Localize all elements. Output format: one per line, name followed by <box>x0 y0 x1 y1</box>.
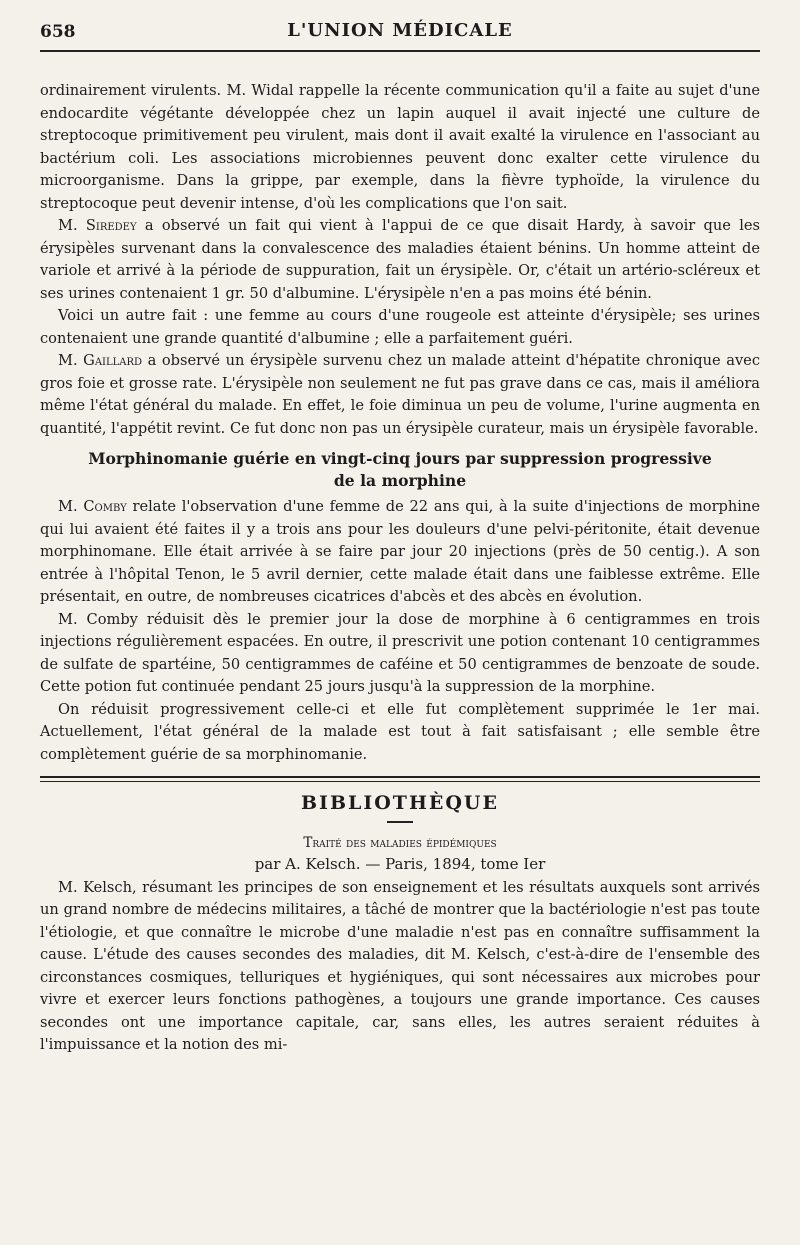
paragraph-comby-treatment: M. Comby réduisit dès le premier jour la dose de morphine à 6 centigrammes en trois injections régulièrement espacées. En outre, il prescrivit une potion contenant 10 centigrammes de sulfate de spartéine, 50 centigrammes de caféine et 50 centigrammes de benzoate de soude. Cette potion fut continuée pendant 25 jours jusqu'à la suppression de la morphine. <box>40 610 760 695</box>
paragraph-comby <box>40 496 760 609</box>
paragraph-rougeole: Voici un autre fait : une femme au cours d'une rougeole est atteinte d'érysipèle; ses urines contenaient une grande quantité d'albumine ; elle a parfaitement guéri. <box>40 307 760 347</box>
paragraph-comby-result: On réduisit progressivement celle-ci et elle fut complètement supprimée le 1er mai. Actuellement, l'état général de la malade est tout à fait satisfaisant ; elle semble être complètement guérie de sa morphinomanie. <box>40 700 760 763</box>
heading-rule <box>387 821 413 823</box>
paragraph-siredey <box>40 215 760 305</box>
header-rule <box>40 50 760 52</box>
paragraph-widal: ordinairement virulents. M. Widal rappelle la récente communication qu'il a faite au sujet d'une endocardite végétante développée chez un lapin auquel il avait injecté une culture de streptocoque primitivement peu virulent, mais dont il avait exalté la virulence en l'associant au bactérium coli. Les associations microbiennes peuvent donc exalter cette virulence du microorganisme. Dans la grippe, par exemple, dans la fièvre typhoïde, la virulence du streptocoque peut devenir intense, d'où les complications que l'on sait. <box>40 82 760 212</box>
paragraph-text: a observé un érysipèle survenu chez un malade atteint d'hépatite chronique avec gros foie et grosse rate. L'érysipèle non seulement ne fut pas grave dans ce cas, mais il améliora même l'état général du malade. En effet, le foie diminua un peu de volume, l'urine augmenta en quantité, l'appétit revint. Ce fut donc non pas un érysipèle curateur, mais un érysipèle favorable. <box>40 352 760 437</box>
speaker-name: M. Comby <box>58 498 127 515</box>
speaker-name: M. Siredey <box>58 217 137 234</box>
paragraph-text: a observé un fait qui vient à l'appui de ce que disait Hardy, à savoir que les érysipèles survenant dans la convalescence des maladies étaient bénins. Un homme atteint de variole et arrivé à la période de suppuration, fait un érysipèle. Or, c'était un artério-scléreux et ses urines contenaient 1 gr. 50 d'albumine. L'érysipèle n'en a pas moins été bénin. <box>40 217 760 302</box>
book-title: Traité des maladies épidémiques <box>303 834 497 851</box>
section-divider <box>40 776 760 782</box>
page-number: 658 <box>40 22 76 42</box>
article-body <box>40 80 760 1057</box>
speaker-name: M. Gaillard <box>58 352 143 369</box>
paragraph-gaillard <box>40 350 760 440</box>
bibliotheque-heading: BIBLIOTHÈQUE <box>301 792 499 814</box>
paragraph-kelsch: M. Kelsch, résumant les principes de son enseignement et les résultats auxquels sont arrivés un grand nombre de médecins militaires, a tâché de montrer que la bactériologie n'est pas toute l'étiologie, et que connaître le microbe d'une maladie n'est pas en connaître suffisamment la cause. L'étude des causes secondes des maladies, dit M. Kelsch, c'est-à-dire de l'ensemble des circonstances cosmiques, telluriques et hygiéniques, qui sont nécessaires aux microbes pour vivre et exercer leurs fonctions pathogènes, a toujours une grande importance. Ces causes secondes ont une importance capitale, car, sans elles, les autres seraient réduites à l'impuissance et la notion des mi- <box>40 878 760 1053</box>
paragraph-text: relate l'observation d'une femme de 22 ans qui, à la suite d'injections de morphine qui lui avaient été faites il y a trois ans pour les douleurs d'une pelvi-péritonite, était devenue morphinomane. Elle était arrivée à se faire par jour 20 injections (près de 50 centig.). A son entrée à l'hôpital Tenon, le 5 avril dernier, cette malade était dans une faiblesse extrême. Elle présentait, en outre, de nombreuses cicatrices d'abcès et des abcès en évolution. <box>40 498 760 605</box>
section-title: Morphinomanie guérie en vingt-cinq jours par suppression progressive de la morphine <box>88 449 712 490</box>
page-header <box>40 0 760 60</box>
book-author: par A. Kelsch. — Paris, 1894, tome Ier <box>254 854 546 873</box>
journal-title: L'UNION MÉDICALE <box>287 20 513 41</box>
